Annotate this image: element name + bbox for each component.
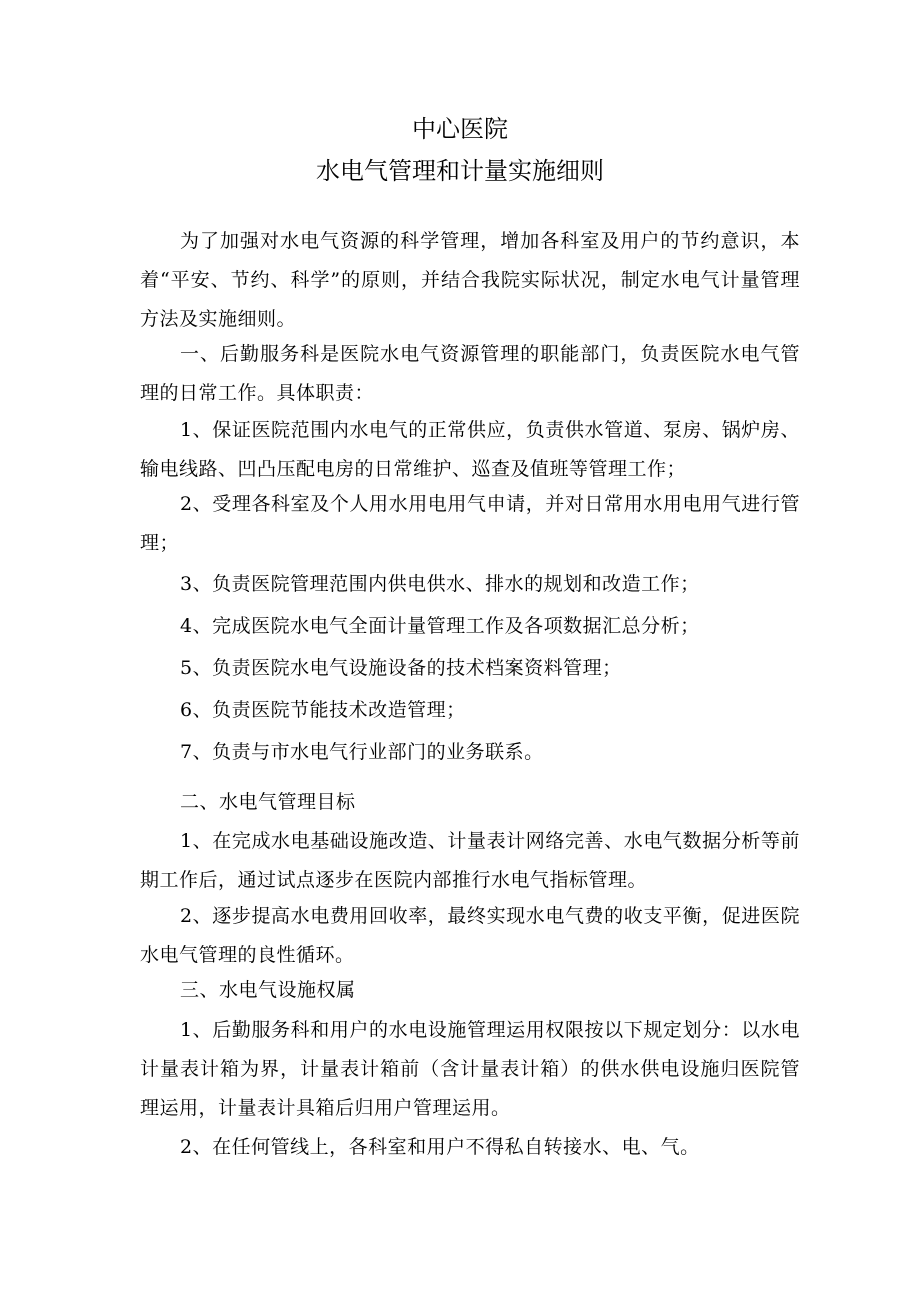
ownership-item-2: 2、在任何管线上，各科室和用户不得私自转接水、电、气。	[180, 1136, 700, 1158]
document-title-hospital: 中心医院	[412, 115, 508, 143]
section-3-heading: 三、水电气设施权属	[180, 979, 356, 1001]
ownership-item-1: 1、后勤服务科和用户的水电设施管理运用权限按以下规定划分：以水电计量表计箱为界，计量表计箱前（含计量表计箱）的供水供电设施归医院管理运用，计量表计具箱后归用户管理运用。	[140, 1019, 800, 1119]
duty-item-1: 1、保证医院范围内水电气的正常供应，负责供水管道、泵房、锅炉房、输电线路、凹凸压配电房的日常维护、巡查及值班等管理工作；	[140, 419, 800, 480]
duty-item-4: 4、完成医院水电气全面计量管理工作及各项数据汇总分析；	[180, 615, 700, 637]
section-1-heading-paragraph: 一、后勤服务科是医院水电气资源管理的职能部门，负责医院水电气管理的日常工作。具体职责：	[140, 343, 800, 404]
intro-paragraph: 为了加强对水电气资源的科学管理，增加各科室及用户的节约意识，本着“平安、节约、科学”的原则，并结合我院实际状况，制定水电气计量管理方法及实施细则。	[140, 230, 800, 330]
duty-item-3: 3、负责医院管理范围内供电供水、排水的规划和改造工作；	[180, 573, 700, 595]
duty-item-5: 5、负责医院水电气设施设备的技术档案资料管理；	[180, 657, 622, 679]
goal-item-2: 2、逐步提高水电费用回收率，最终实现水电气费的收支平衡，促进医院水电气管理的良性循环。	[140, 905, 800, 966]
section-2-heading: 二、水电气管理目标	[180, 791, 356, 813]
document-title-rules: 水电气管理和计量实施细则	[316, 157, 604, 185]
duty-item-6: 6、负责医院节能技术改造管理；	[180, 699, 466, 721]
duty-item-7: 7、负责与市水电气行业部门的业务联系。	[180, 741, 544, 763]
duty-item-2: 2、受理各科室及个人用水用电用气申请，并对日常用水用电用气进行管理；	[140, 493, 800, 554]
goal-item-1: 1、在完成水电基础设施改造、计量表计网络完善、水电气数据分析等前期工作后，通过试点逐步在医院内部推行水电气指标管理。	[140, 830, 800, 891]
